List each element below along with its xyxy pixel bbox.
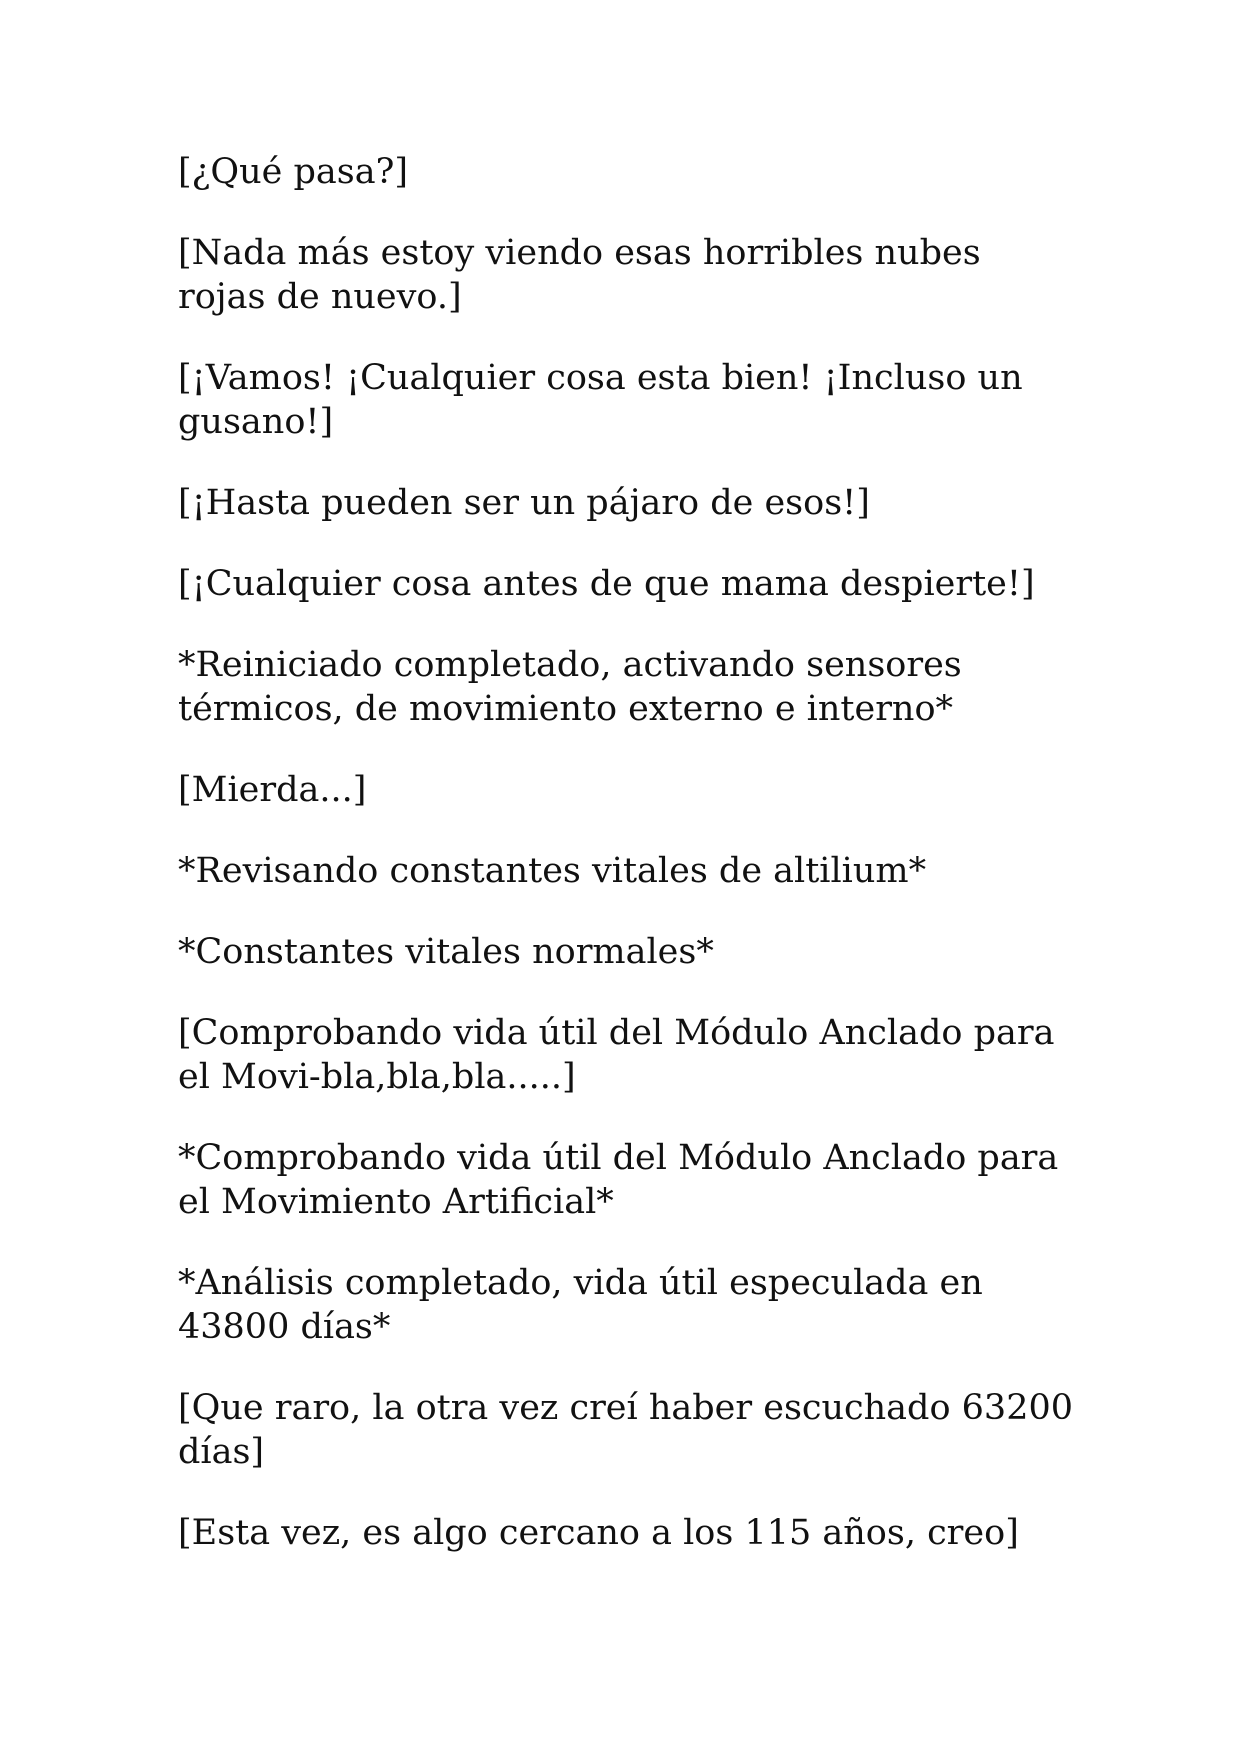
paragraph-11: *Comprobando vida útil del Módulo Anclado para el Movimiento Artificial* [178, 1138, 1059, 1222]
paragraph-2: [Nada más estoy viendo esas horribles nubes rojas de nuevo.] [178, 233, 981, 317]
paragraph-12: *Análisis completado, vida útil especulada en 43800 días* [178, 1263, 983, 1347]
paragraph-7: [Mierda...] [178, 770, 367, 810]
paragraph-9: *Constantes vitales normales* [178, 932, 714, 972]
paragraph-8: *Revisando constantes vitales de altilium* [178, 851, 927, 891]
paragraph-10: [Comprobando vida útil del Módulo Anclado para el Movi-bla,bla,bla.....] [178, 1013, 1055, 1097]
paragraph-6: *Reiniciado completado, activando sensores térmicos, de movimiento externo e interno* [178, 645, 962, 729]
paragraph-14: [Esta vez, es algo cercano a los 115 años, creo] [178, 1513, 1019, 1553]
paragraph-3: [¡Vamos! ¡Cualquier cosa esta bien! ¡Incluso un gusano!] [178, 358, 1023, 442]
paragraph-13: [Que raro, la otra vez creí haber escuchado 63200 días] [178, 1388, 1073, 1472]
paragraph-4: [¡Hasta pueden ser un pájaro de esos!] [178, 483, 870, 523]
text-column [178, 150, 1078, 1592]
paragraph-1: [¿Qué pasa?] [178, 152, 409, 192]
paragraph-5: [¡Cualquier cosa antes de que mama despierte!] [178, 564, 1035, 604]
